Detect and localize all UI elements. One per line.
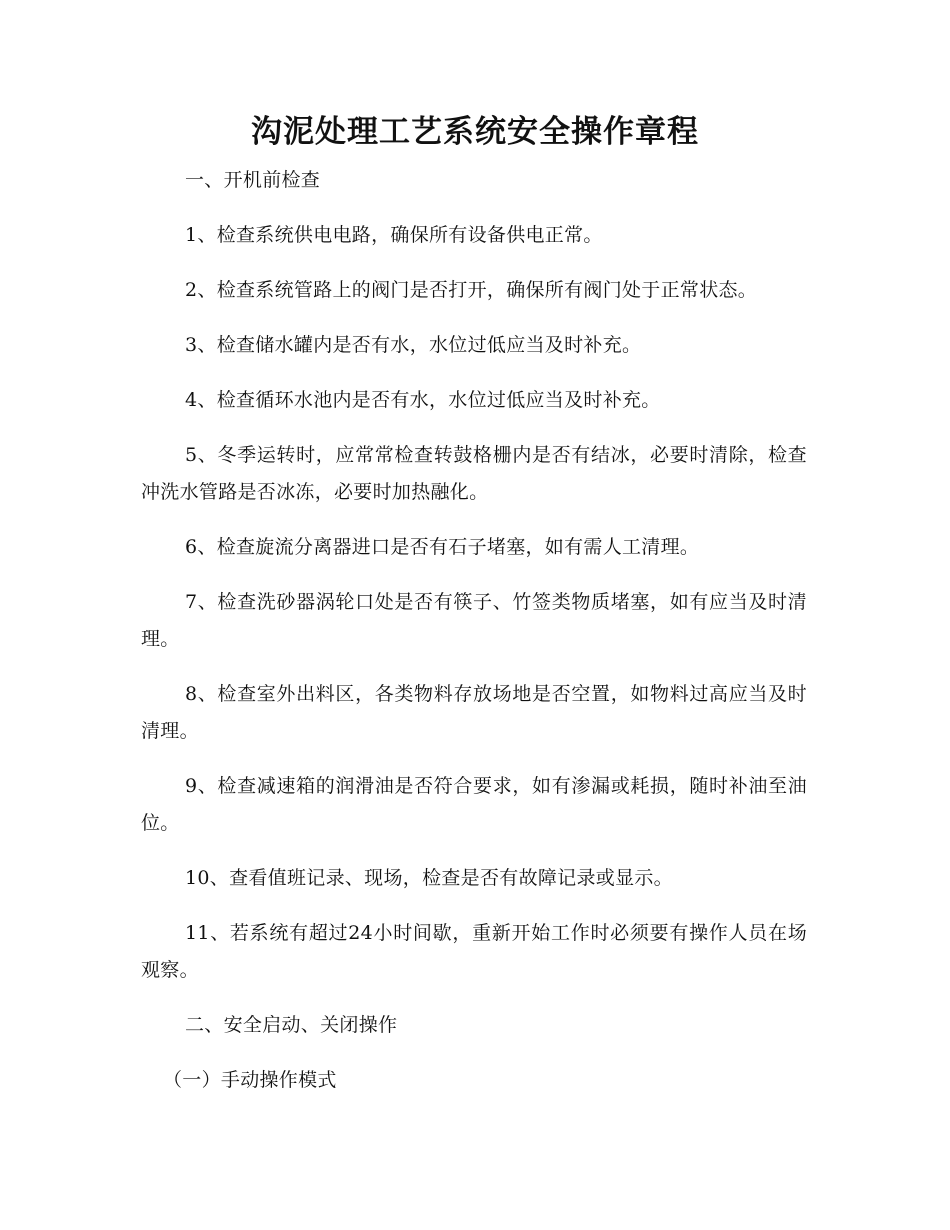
- section-heading-safe-start-stop: 二、安全启动、关闭操作: [185, 1014, 398, 1036]
- document-title: 沟泥处理工艺系统安全操作章程: [251, 114, 699, 150]
- paragraph-item-7: 7、检查洗砂器涡轮口处是否有筷子、竹签类物质堵塞，如有应当及时清理。: [141, 591, 807, 650]
- paragraph-item-1: 1、检查系统供电电路，确保所有设备供电正常。: [185, 224, 603, 246]
- paragraph-item-11: 11、若系统有超过24小时间歇，重新开始工作时必须要有操作人员在场观察。: [141, 922, 807, 981]
- paragraph-item-2: 2、检查系统管路上的阀门是否打开，确保所有阀门处于正常状态。: [185, 279, 758, 301]
- paragraph-item-9: 9、检查减速箱的润滑油是否符合要求，如有渗漏或耗损，随时补油至油位。: [141, 775, 807, 834]
- paragraph-item-6: 6、检查旋流分离器进口是否有石子堵塞，如有需人工清理。: [185, 536, 700, 558]
- paragraph-item-4: 4、检查循环水池内是否有水，水位过低应当及时补充。: [185, 389, 661, 411]
- paragraph-item-10: 10、查看值班记录、现场，检查是否有故障记录或显示。: [185, 867, 673, 889]
- section-heading-pre-start-check: 一、开机前检查: [185, 169, 321, 191]
- paragraph-item-3: 3、检查储水罐内是否有水，水位过低应当及时补充。: [185, 334, 642, 356]
- subsection-heading-manual-mode: （一）手动操作模式: [163, 1069, 337, 1091]
- document-body: [141, 162, 807, 1117]
- paragraph-item-8: 8、检查室外出料区，各类物料存放场地是否空置，如物料过高应当及时清理。: [141, 683, 807, 742]
- paragraph-item-5: 5、冬季运转时，应常常检查转鼓格栅内是否有结冰，必要时清除，检查冲洗水管路是否冰冻，必要时加热融化。: [141, 444, 807, 503]
